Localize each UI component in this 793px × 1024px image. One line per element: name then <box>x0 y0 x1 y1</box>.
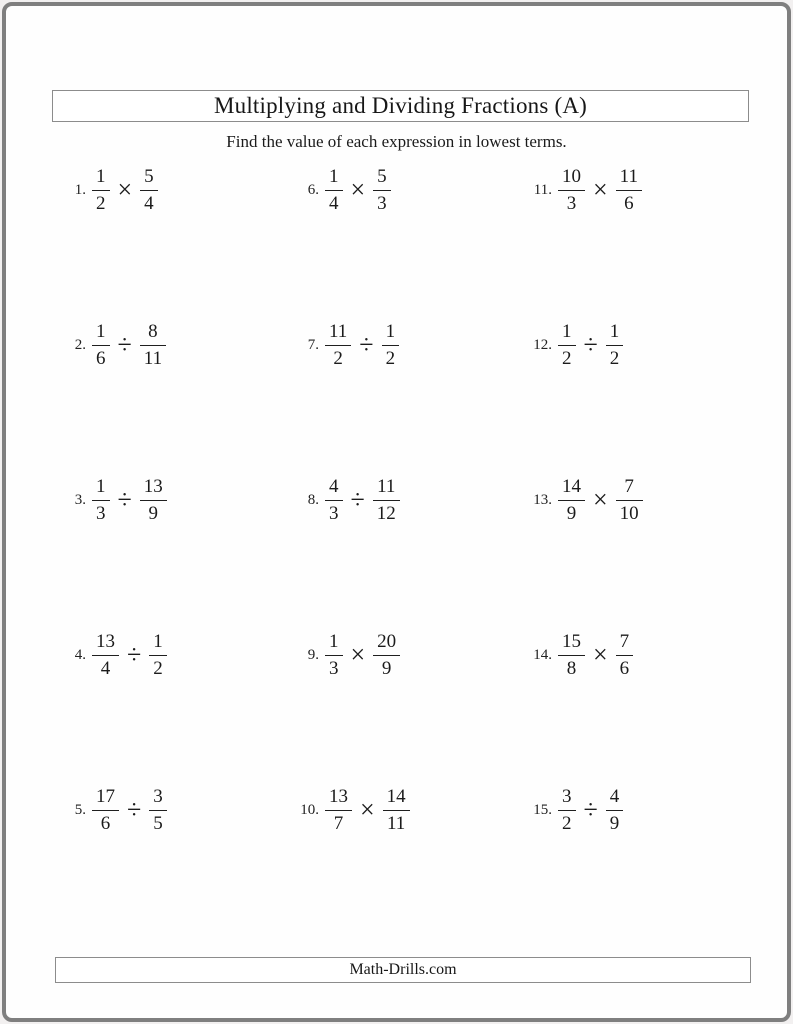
fraction-second <box>373 631 400 679</box>
denominator: 9 <box>609 813 620 834</box>
denominator: 2 <box>153 658 163 679</box>
denominator: 11 <box>387 813 406 834</box>
fraction-second <box>140 321 166 369</box>
numerator: 7 <box>616 631 634 656</box>
problem <box>289 474 522 526</box>
numerator: 14 <box>383 786 410 811</box>
denominator: 4 <box>329 193 339 214</box>
denominator: 3 <box>329 503 339 524</box>
operator: ÷ <box>127 640 142 669</box>
problem <box>56 319 289 371</box>
operator: ÷ <box>583 795 598 824</box>
problem-number: 2. <box>74 336 86 353</box>
numerator: 20 <box>373 631 400 656</box>
problem-number: 12. <box>533 336 552 353</box>
fraction-second <box>373 166 391 214</box>
numerator: 1 <box>92 321 110 346</box>
page-title: Multiplying and Dividing Fractions (A) <box>213 93 588 118</box>
denominator: 4 <box>144 193 154 214</box>
fraction-first <box>92 476 110 524</box>
numerator: 1 <box>149 631 167 656</box>
numerator: 8 <box>140 321 166 346</box>
operator: ÷ <box>127 795 142 824</box>
numerator: 7 <box>616 476 643 501</box>
fraction-first <box>558 631 585 679</box>
problem-number: 7. <box>307 336 319 353</box>
operator: × <box>593 640 608 669</box>
fraction-first <box>325 786 352 834</box>
fraction-second <box>616 631 634 679</box>
problem <box>56 629 289 681</box>
denominator: 5 <box>153 813 163 834</box>
numerator: 1 <box>92 166 110 191</box>
problem-number: 3. <box>74 491 86 508</box>
fraction-second <box>149 631 167 679</box>
fraction-first <box>92 321 110 369</box>
numerator: 3 <box>558 786 576 811</box>
denominator: 12 <box>376 503 396 524</box>
denominator: 4 <box>100 658 111 679</box>
numerator: 11 <box>325 321 351 346</box>
denominator: 9 <box>566 503 577 524</box>
problem <box>522 629 755 681</box>
numerator: 5 <box>373 166 391 191</box>
footer-site-name: Math-Drills.com <box>349 961 457 978</box>
problem <box>522 474 755 526</box>
operator: × <box>117 175 133 204</box>
numerator: 11 <box>373 476 400 501</box>
footer-box <box>55 957 751 983</box>
operator: ÷ <box>350 485 365 514</box>
fraction-first <box>325 476 343 524</box>
numerator: 17 <box>92 786 119 811</box>
fraction-second <box>383 786 410 834</box>
fraction-second <box>373 476 400 524</box>
problems-grid <box>56 164 756 939</box>
operator: × <box>593 175 608 204</box>
denominator: 3 <box>377 193 387 214</box>
numerator: 1 <box>325 166 343 191</box>
problem-number: 11. <box>533 181 552 198</box>
denominator: 9 <box>381 658 392 679</box>
problem <box>56 784 289 836</box>
numerator: 11 <box>616 166 642 191</box>
fraction-first <box>325 166 343 214</box>
fraction-first <box>558 166 585 214</box>
denominator: 6 <box>96 348 106 369</box>
numerator: 1 <box>558 321 576 346</box>
fraction-first <box>92 631 119 679</box>
denominator: 3 <box>96 503 106 524</box>
fraction-second <box>382 321 400 369</box>
denominator: 6 <box>100 813 111 834</box>
problem <box>289 784 522 836</box>
problem-number: 8. <box>307 491 319 508</box>
problem-number: 10. <box>300 801 319 818</box>
operator: ÷ <box>117 330 132 359</box>
problem <box>289 164 522 216</box>
denominator: 2 <box>96 193 106 214</box>
problem <box>522 319 755 371</box>
operator: ÷ <box>583 330 598 359</box>
problem <box>56 164 289 216</box>
fraction-second <box>140 166 158 214</box>
fraction-second <box>616 476 643 524</box>
problem-number: 9. <box>307 646 319 663</box>
numerator: 13 <box>92 631 119 656</box>
denominator: 3 <box>566 193 577 214</box>
denominator: 7 <box>333 813 344 834</box>
numerator: 1 <box>92 476 110 501</box>
denominator: 11 <box>143 348 163 369</box>
denominator: 2 <box>609 348 620 369</box>
fraction-first <box>558 786 576 834</box>
operator: × <box>350 640 366 669</box>
numerator: 3 <box>149 786 167 811</box>
problem <box>522 164 755 216</box>
problem <box>522 784 755 836</box>
operator: ÷ <box>359 330 374 359</box>
denominator: 3 <box>329 658 339 679</box>
denominator: 2 <box>562 813 572 834</box>
problem-number: 5. <box>74 801 86 818</box>
numerator: 1 <box>382 321 400 346</box>
fraction-first <box>558 321 576 369</box>
instructions-text: Find the value of each expression in lowest terms. <box>226 132 567 151</box>
fraction-first <box>92 166 110 214</box>
problem <box>289 319 522 371</box>
problem <box>289 629 522 681</box>
fraction-second <box>616 166 642 214</box>
problem-number: 13. <box>533 491 552 508</box>
denominator: 8 <box>566 658 577 679</box>
numerator: 10 <box>558 166 585 191</box>
numerator: 15 <box>558 631 585 656</box>
fraction-first <box>325 631 343 679</box>
problem-number: 4. <box>74 646 86 663</box>
fraction-second <box>149 786 167 834</box>
problem <box>56 474 289 526</box>
problem-number: 15. <box>533 801 552 818</box>
title-box <box>52 90 749 122</box>
numerator: 13 <box>325 786 352 811</box>
fraction-first <box>325 321 351 369</box>
fraction-second <box>606 321 624 369</box>
operator: × <box>360 795 375 824</box>
numerator: 13 <box>140 476 167 501</box>
numerator: 5 <box>140 166 158 191</box>
denominator: 6 <box>624 193 634 214</box>
numerator: 4 <box>606 786 624 811</box>
denominator: 2 <box>385 348 396 369</box>
denominator: 6 <box>619 658 630 679</box>
numerator: 1 <box>606 321 624 346</box>
fraction-first <box>92 786 119 834</box>
denominator: 2 <box>333 348 343 369</box>
worksheet-page <box>2 2 791 1022</box>
numerator: 14 <box>558 476 585 501</box>
operator: ÷ <box>117 485 132 514</box>
numerator: 4 <box>325 476 343 501</box>
numerator: 1 <box>325 631 343 656</box>
operator: × <box>350 175 366 204</box>
fraction-first <box>558 476 585 524</box>
operator: × <box>593 485 608 514</box>
problem-number: 6. <box>307 181 319 198</box>
problem-number: 14. <box>533 646 552 663</box>
denominator: 2 <box>562 348 572 369</box>
fraction-second <box>606 786 624 834</box>
denominator: 9 <box>148 503 159 524</box>
problem-number: 1. <box>74 181 86 198</box>
fraction-second <box>140 476 167 524</box>
denominator: 10 <box>619 503 639 524</box>
